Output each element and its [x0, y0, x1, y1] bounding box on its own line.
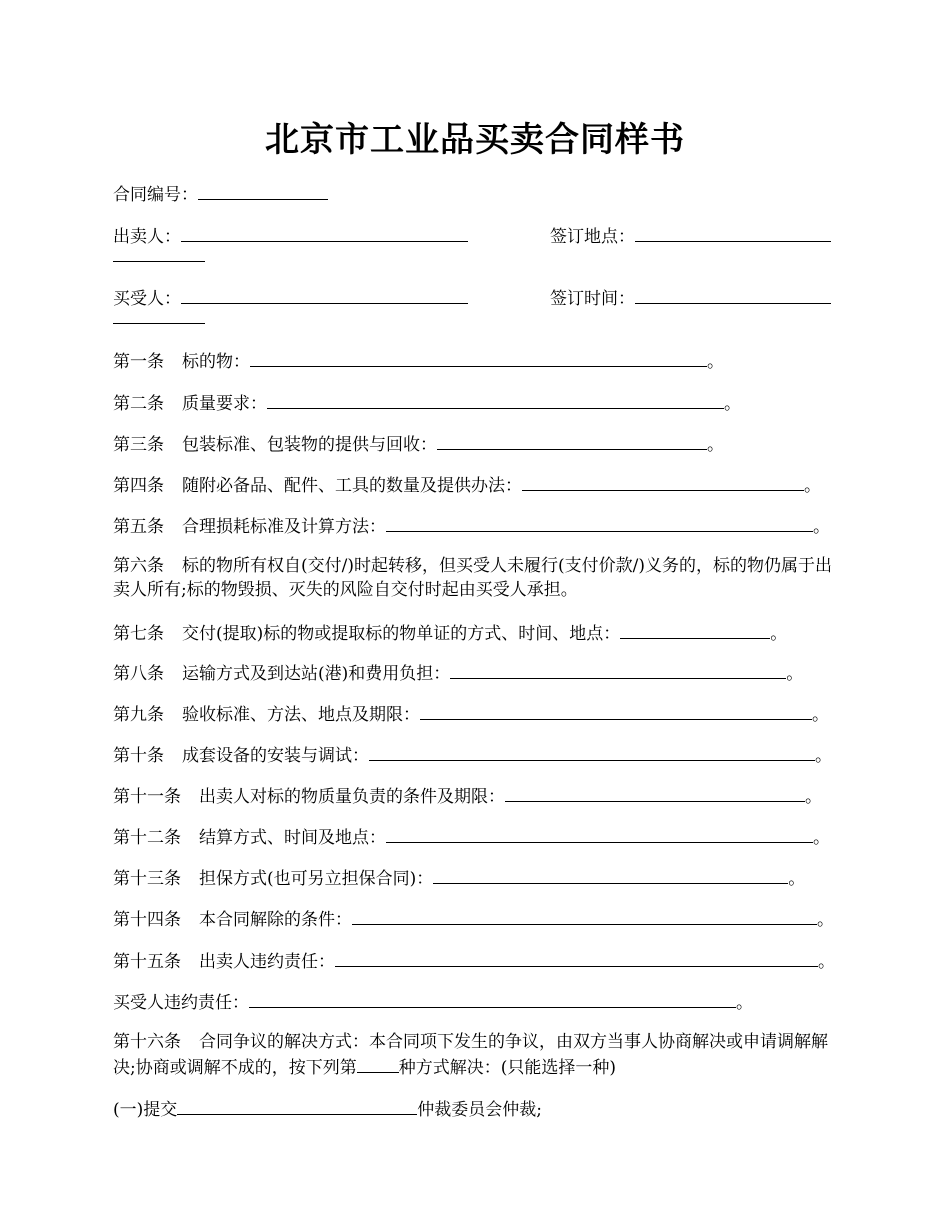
sign-place-blank-2[interactable] [113, 243, 205, 262]
article-text: 本合同解除的条件： [199, 910, 352, 930]
article-blank[interactable] [386, 513, 813, 532]
article-blank[interactable] [522, 472, 804, 491]
article-text: 运输方式及到达站(港)和费用负担： [182, 664, 451, 684]
article-number: 第七条 [113, 624, 164, 644]
article-end: 。 [770, 624, 788, 644]
article-2 [113, 390, 741, 416]
article-text: 质量要求： [182, 394, 267, 414]
article-blank[interactable] [433, 865, 788, 884]
sign-time-blank[interactable] [635, 285, 831, 304]
article-number: 第十三条 [113, 869, 181, 889]
article-blank[interactable] [620, 620, 770, 639]
article-end: 。 [817, 910, 834, 930]
buyer-label: 买受人： [113, 289, 181, 309]
article-blank[interactable] [505, 783, 805, 802]
article-number: 第五条 [113, 517, 164, 537]
article-text: 标的物所有权自(交付/)时起转移，但买受人未履行(支付价款/)义务的，标的物仍属于出卖人所有;标的物毁损、灭失的风险自交付时起由买受人承担。 [113, 556, 832, 600]
seller-label: 出卖人： [113, 227, 181, 247]
article-16 [113, 1030, 843, 1080]
article-5 [113, 513, 830, 539]
article-text: 出卖人违约责任： [199, 952, 335, 972]
option-suffix: 仲裁委员会仲裁; [417, 1100, 542, 1120]
article-8 [113, 660, 803, 686]
article-end: 。 [707, 352, 724, 372]
article-blank[interactable] [250, 348, 707, 367]
article-end: 。 [815, 746, 832, 766]
buyer-liability-blank[interactable] [249, 989, 736, 1008]
option-prefix: (一)提交 [113, 1100, 178, 1120]
article-blank[interactable] [267, 390, 724, 409]
article-number: 第六条 [113, 556, 164, 576]
article-number: 第十六条 [113, 1032, 181, 1052]
article-number: 第八条 [113, 664, 164, 684]
article-text: 成套设备的安装与调试： [182, 746, 369, 766]
sign-time-blank-continued [113, 305, 205, 331]
article-end: 。 [805, 787, 822, 807]
article-text: 交付(提取)标的物或提取标的物单证的方式、时间、地点： [182, 624, 621, 644]
article-14 [113, 906, 834, 932]
article-3 [113, 431, 724, 457]
article-number: 第十四条 [113, 910, 181, 930]
contract-number-blank[interactable] [198, 181, 328, 200]
article-text: 出卖人对标的物质量负责的条件及期限： [199, 787, 505, 807]
sign-place-line [550, 223, 831, 249]
document-title: 北京市工业品买卖合同样书 [265, 120, 685, 160]
article-end: 。 [813, 517, 830, 537]
article-6 [113, 554, 843, 602]
buyer-liability-end: 。 [736, 993, 753, 1013]
sign-time-line [550, 285, 831, 311]
article-blank[interactable] [420, 701, 812, 720]
article-number: 第十一条 [113, 787, 181, 807]
sign-place-blank-continued [113, 243, 205, 269]
article-number: 第十条 [113, 746, 164, 766]
contract-number-line [113, 181, 328, 207]
dispute-option-blank[interactable] [357, 1054, 399, 1073]
sign-time-label: 签订时间： [550, 289, 635, 309]
buyer-blank[interactable] [181, 285, 468, 304]
article-10 [113, 742, 832, 768]
sign-time-blank-2[interactable] [113, 305, 205, 324]
article-text: 合同争议的解决方式：本合同项下发生的争议，由双方当事人协商解决或申请调解解决;协商或调解不成的，按下列第 [113, 1032, 828, 1078]
dispute-option-1 [113, 1096, 542, 1122]
article-4 [113, 472, 821, 498]
article-number: 第十二条 [113, 828, 181, 848]
article-end: 。 [818, 952, 835, 972]
article-text: 结算方式、时间及地点： [199, 828, 386, 848]
contract-number-label: 合同编号： [113, 185, 198, 205]
article-blank[interactable] [335, 948, 818, 967]
article-1 [113, 348, 724, 374]
sign-place-label: 签订地点： [550, 227, 635, 247]
article-13 [113, 865, 805, 891]
article-7 [113, 620, 787, 646]
article-number: 第三条 [113, 435, 164, 455]
article-text: 随附必备品、配件、工具的数量及提供办法： [182, 476, 522, 496]
article-end: 。 [724, 394, 741, 414]
article-end: 。 [813, 828, 830, 848]
article-number: 第一条 [113, 352, 164, 372]
article-number: 第九条 [113, 705, 164, 725]
article-number: 第四条 [113, 476, 164, 496]
article-blank[interactable] [450, 660, 786, 679]
article-number: 第十五条 [113, 952, 181, 972]
article-end: 。 [788, 869, 806, 889]
article-11 [113, 783, 822, 809]
buyer-liability-label: 买受人违约责任： [113, 993, 249, 1013]
article-text: 担保方式(也可另立担保合同)： [199, 869, 434, 889]
article-blank[interactable] [437, 431, 707, 450]
article-end: 。 [804, 476, 821, 496]
buyer-liability-line [113, 989, 753, 1015]
sign-place-blank[interactable] [635, 223, 831, 242]
article-text-continued: 种方式解决：(只能选择一种) [398, 1058, 616, 1078]
arbitration-commission-blank[interactable] [177, 1096, 417, 1115]
article-9 [113, 701, 829, 727]
article-blank[interactable] [352, 906, 817, 925]
article-text: 验收标准、方法、地点及期限： [182, 705, 420, 725]
article-blank[interactable] [369, 742, 815, 761]
article-end: 。 [786, 664, 804, 684]
article-12 [113, 824, 830, 850]
article-end: 。 [707, 435, 724, 455]
article-text: 标的物： [182, 352, 250, 372]
article-text: 包装标准、包装物的提供与回收： [182, 435, 437, 455]
article-end: 。 [812, 705, 829, 725]
article-number: 第二条 [113, 394, 164, 414]
article-15 [113, 948, 835, 974]
article-text: 合理损耗标准及计算方法： [182, 517, 386, 537]
article-blank[interactable] [386, 824, 813, 843]
seller-blank[interactable] [181, 223, 468, 242]
